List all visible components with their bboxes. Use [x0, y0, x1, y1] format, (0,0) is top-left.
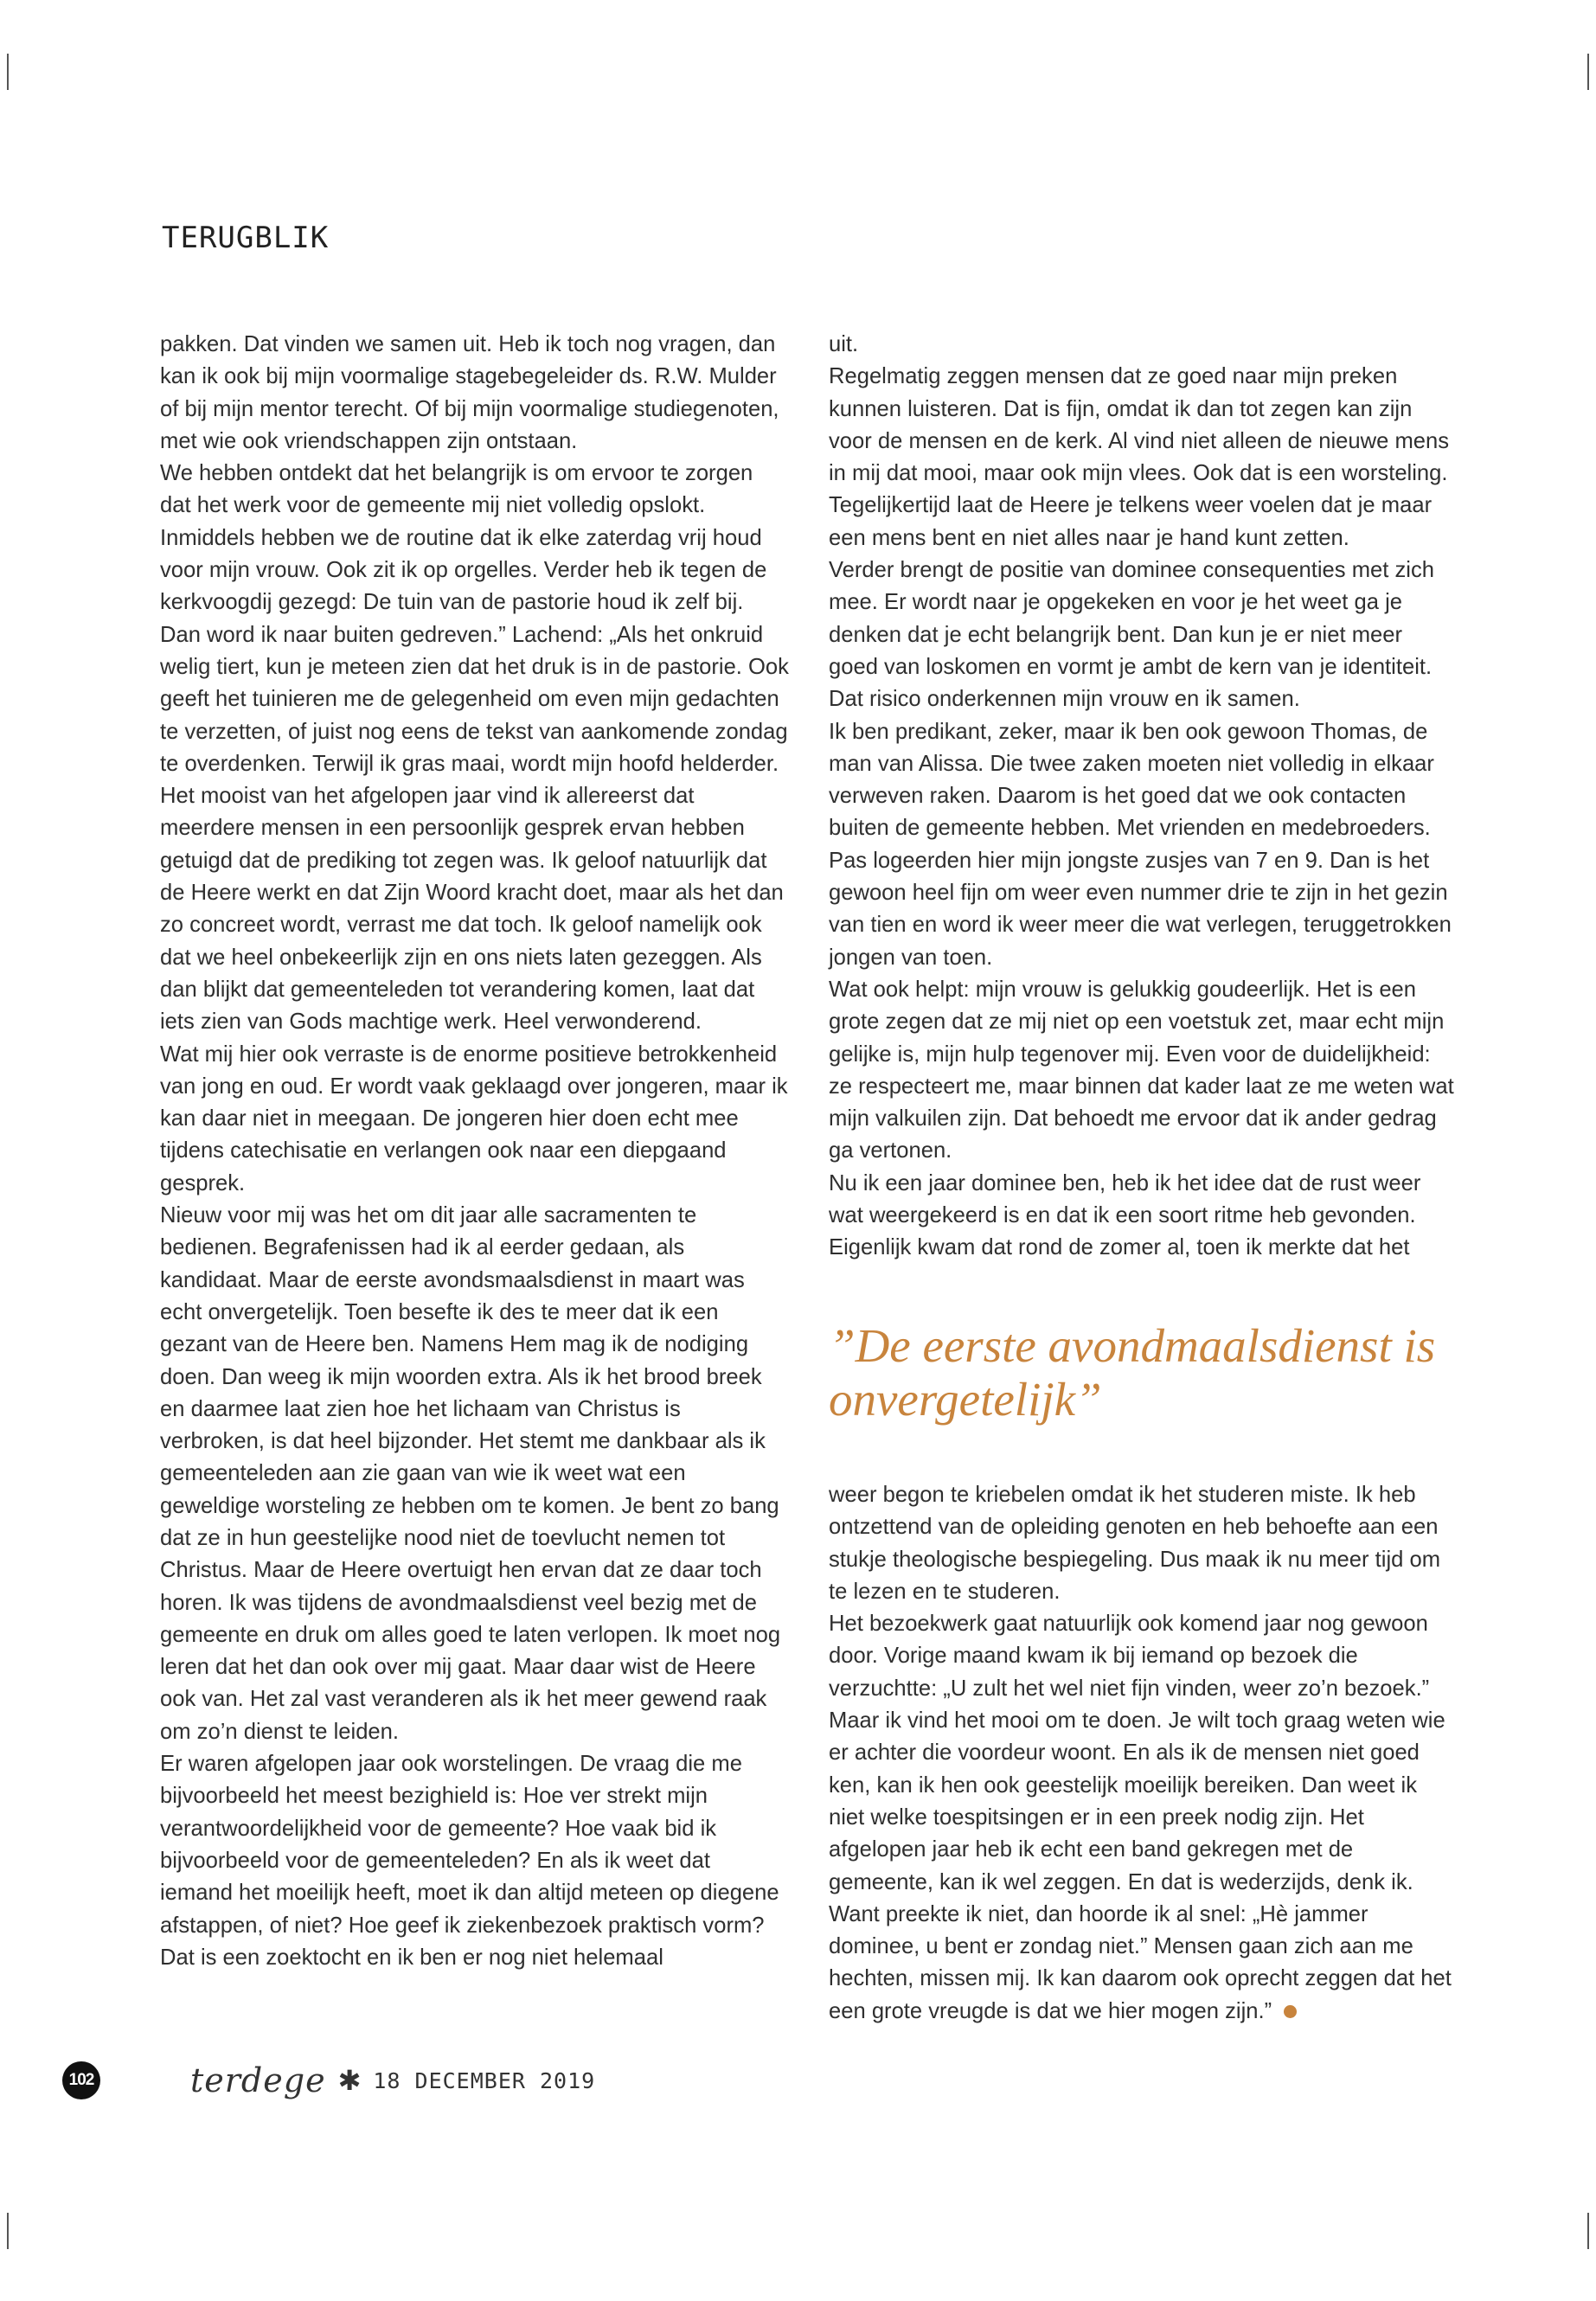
article-column-right-bottom [829, 1479, 1458, 2028]
paragraph: Nieuw voor mij was het om dit jaar alle sacramenten te bedienen. Begrafenissen had ik al eerder gedaan, als kandidaat. Maar de eerste avondsmaalsdienst in maart was echt onvergetelijk. Toen besefte ik des te meer dat ik een gezant van de Heere ben. Namens Hem mag ik de nodiging doen. Dan weeg ik mijn woorden extra. Als ik het brood breek en daarmee laat zien hoe het lichaam van Christus is verbroken, is dat heel bijzonder. Het stemt me dankbaar als ik gemeenteleden aan zie gaan van wie ik weet wat een geweldige worsteling ze hebben om te komen. Je bent zo bang dat ze in hun geestelijke nood niet de toevlucht nemen tot Christus. Maar de Heere overtuigt hen ervan dat ze daar toch horen. Ik was tijdens de avondmaalsdienst veel bezig met de gemeente en druk om alles goed te laten verlopen. Ik moet nog leren dat het dan ook over mij gaat. Maar daar wist de Heere ook van. Het zal vast veranderen als ik het meer gewend raak om zo’n dienst te leiden. [160, 1203, 781, 1744]
crop-mark-top-right [1587, 54, 1589, 90]
paragraph: Er waren afgelopen jaar ook worstelingen. De vraag die me bijvoorbeeld het meest bezighield is: Hoe ver strekt mijn verantwoordelijkheid voor de gemeente? Hoe vaak bid ik bijvoorbeeld voor de gemeenteleden? En als ik weet dat iemand het moeilijk heeft, moet ik dan altijd meteen op diegene afstappen, of niet? Hoe geef ik ziekenbezoek praktisch vorm? Dat is een zoektocht en ik ben er nog niet helemaal [160, 1752, 779, 1970]
article-column-left [160, 329, 789, 1974]
paragraph [829, 1608, 1458, 2028]
issue-date: 18 DECEMBER 2019 [373, 2067, 596, 2093]
section-label: TERUGBLIK [162, 221, 330, 255]
paragraph: Wat mij hier ook verraste is de enorme positieve betrokkenheid van jong en oud. Er wordt vaak geklaagd over jongeren, maar ik kan daar niet in meegaan. De jongeren hier doen echt mee tijdens catechisatie en verlangen ook naar een diepgaand gesprek. [160, 1042, 788, 1195]
paragraph: Regelmatig zeggen mensen dat ze goed naar mijn preken kunnen luisteren. Dat is fijn, omdat ik dan tot zegen kan zijn voor de mensen en de kerk. Al vind niet alleen de nieuwe mens in mij dat mooi, maar ook mijn vlees. Ook dat is een worsteling. Tegelijkertijd laat de Heere je telkens weer voelen dat je maar een mens bent en niet alles naar je hand kunt zetten. [829, 364, 1450, 550]
end-mark-icon [1284, 2005, 1297, 2018]
paragraph-text: Het bezoekwerk gaat natuurlijk ook komend jaar nog gewoon door. Vorige maand kwam ik bij iemand op bezoek die verzuchtte: „U zult het wel niet fijn vinden, weer zo’n bezoek.” Maar ik vind het mooi om te doen. Je wilt toch graag weten wie er achter die voordeur woont. En als ik de mensen niet goed ken, kan ik hen ook geestelijk moeilijk bereiken. Dan weet ik niet welke toespitsingen er in een preek nodig zijn. Het afgelopen jaar heb ik echt een band gekregen met de gemeente, kan ik wel zeggen. En dat is wederzijds, denk ik. Want preekte ik niet, dan hoorde ik al snel: „Hè jammer dominee, u bent er zondag niet.” Mensen gaan zich aan me hechten, missen mij. Ik kan daarom ook oprecht zeggen dat het een grote vreugde is dat we hier mogen zijn.” [829, 1612, 1452, 2023]
page-number: 102 [62, 2061, 100, 2099]
article-column-right-top [829, 329, 1458, 1265]
paragraph: Wat ook helpt: mijn vrouw is gelukkig goudeerlijk. Het is een grote zegen dat ze mij niet op een voetstuk zet, maar echt mijn gelijke is, mijn hulp tegenover mij. Even voor de duidelijkheid: ze respecteert me, maar binnen dat kader laat ze me weten wat mijn valkuilen zijn. Dat behoedt me ervoor dat ik ander gedrag ga vertonen. [829, 977, 1454, 1163]
paragraph: pakken. Dat vinden we samen uit. Heb ik toch nog vragen, dan kan ik ook bij mijn voormalige stagebegeleider ds. R.W. Mulder of bij mijn mentor terecht. Of bij mijn voormalige studiegenoten, met wie ook vriendschappen zijn ontstaan. [160, 332, 779, 453]
page-footer [62, 2059, 595, 2102]
paragraph: Het mooist van het afgelopen jaar vind ik allereerst dat meerdere mensen in een persoonlijk gesprek ervan hebben getuigd dat de prediking tot zegen was. Ik geloof natuurlijk dat de Heere werkt en dat Zijn Woord kracht doet, maar als het dan zo concreet wordt, verrast me dat toch. Ik geloof namelijk ook dat we heel onbekeerlijk zijn en ons niets laten gezeggen. Als dan blijkt dat gemeenteleden tot verandering komen, laat dat iets zien van Gods machtige werk. Heel verwonderend. [160, 784, 784, 1035]
crop-mark-top-left [7, 54, 9, 90]
magazine-name: terdege [190, 2061, 326, 2099]
paragraph: uit. [829, 332, 859, 356]
pull-quote: ”De eerste avondmaalsdienst is onvergetelijk” [829, 1319, 1436, 1426]
paragraph: Ik ben predikant, zeker, maar ik ben ook gewoon Thomas, de man van Alissa. Die twee zaken moeten niet volledig in elkaar verweven raken. Daarom is het goed dat we ook contacten buiten de gemeente hebben. Met vrienden en medebroeders. Pas logeerden hier mijn jongste zusjes van 7 en 9. Dan is het gewoon heel fijn om weer even nummer drie te zijn in het gezin van tien en word ik weer meer die wat verlegen, teruggetrokken jongen van toen. [829, 719, 1452, 970]
paragraph: Nu ik een jaar dominee ben, heb ik het idee dat de rust weer wat weergekeerd is en dat ik een soort ritme heb gevonden. Eigenlijk kwam dat rond de zomer al, toen ik merkte dat het [829, 1170, 1421, 1260]
crop-mark-bottom-left [7, 2213, 9, 2249]
paragraph: Verder brengt de positie van dominee consequenties met zich mee. Er wordt naar je opgekeken en voor je het weet ga je denken dat je echt belangrijk bent. Dan kun je er niet meer goed van loskomen en vormt je ambt de kern van je identiteit. Dat risico onderkennen mijn vrouw en ik samen. [829, 558, 1434, 712]
asterisk-icon: ✱ [337, 2064, 362, 2097]
crop-mark-bottom-right [1587, 2213, 1589, 2249]
paragraph: weer begon te kriebelen omdat ik het studeren miste. Ik heb ontzettend van de opleiding genoten en heb behoefte aan een stukje theologische bespiegeling. Dus maak ik nu meer tijd om te lezen en te studeren. [829, 1483, 1441, 1604]
paragraph: We hebben ontdekt dat het belangrijk is om ervoor te zorgen dat het werk voor de gemeente mij niet volledig opslokt. Inmiddels hebben we de routine dat ik elke zaterdag vrij houd voor mijn vrouw. Ook zit ik op orgelles. Verder heb ik tegen de kerkvoogdij gezegd: De tuin van de pastorie houd ik zelf bij. Dan word ik naar buiten gedreven.” Lachend: „Als het onkruid welig tiert, kun je meteen zien dat het druk is in de pastorie. Ook geeft het tuinieren me de gelegenheid om even mijn gedachten te verzetten, of juist nog eens de tekst van aankomende zondag te overdenken. Terwijl ik gras maai, wordt mijn hoofd helderder. [160, 461, 789, 776]
